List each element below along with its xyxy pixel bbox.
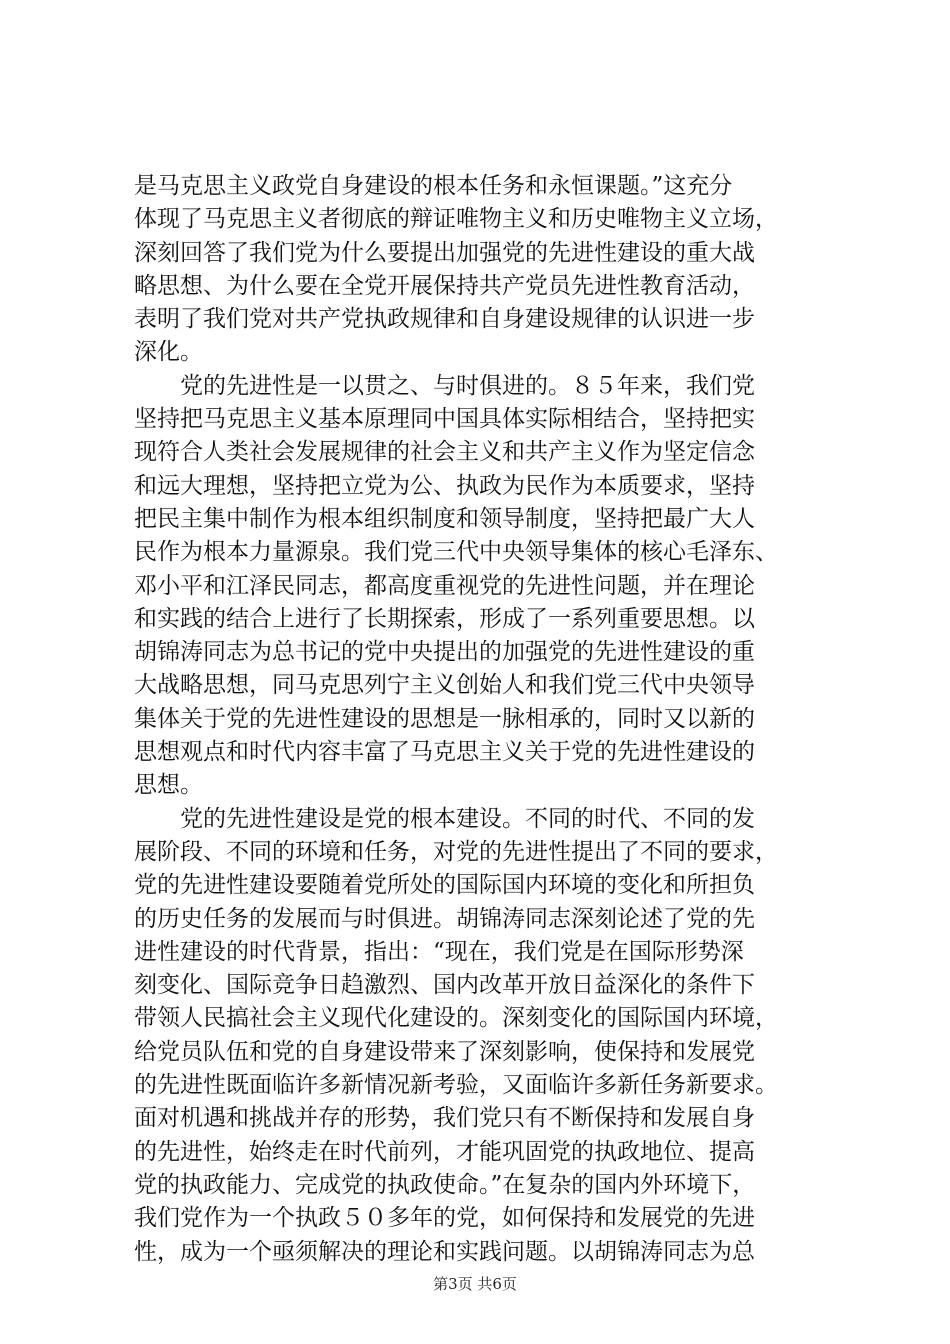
text-line: 集体关于党的先进性建设的思想是一脉相承的，同时又以新的 [134, 705, 755, 732]
text-line: 思想观点和时代内容丰富了马克思主义关于党的先进性建设的 [134, 739, 755, 766]
text-line: 胡锦涛同志为总书记的党中央提出的加强党的先进性建设的重 [134, 639, 755, 666]
text-line: 坚持把马克思主义基本原理同中国具体实际相结合，坚持把实 [134, 406, 755, 433]
text-line: 邓小平和江泽民同志，都高度重视党的先进性问题，并在理论 [134, 572, 755, 599]
text-line: 和实践的结合上进行了长期探索，形成了一系列重要思想。以 [134, 605, 755, 632]
text-line: 民作为根本力量源泉。我们党三代中央领导集体的核心毛泽东、 [134, 539, 778, 566]
text-line: 面对机遇和挑战并存的形势，我们党只有不断保持和发展自身 [134, 1105, 755, 1132]
text-line: 思想。 [134, 772, 203, 799]
text-line: 和远大理想，坚持把立党为公、执政为民作为本质要求，坚持 [134, 472, 755, 499]
text-line: 略思想、为什么要在全党开展保持共产党员先进性教育活动， [134, 272, 755, 299]
text-line: 性，成为一个亟须解决的理论和实践问题。以胡锦涛同志为总 [134, 1238, 755, 1265]
text-line: 表明了我们党对共产党执政规律和自身建设规律的认识进一步 [134, 306, 755, 333]
text-line: 进性建设的时代背景，指出：“现在，我们党是在国际形势深 [134, 938, 744, 965]
text-line: 给党员队伍和党的自身建设带来了深刻影响，使保持和发展党 [134, 1038, 755, 1065]
text-line: 深化。 [134, 339, 203, 366]
text-line: 党的先进性是一以贯之、与时俱进的。８５年来，我们党 [134, 372, 755, 399]
body-text [134, 170, 834, 1269]
text-line: 的先进性，始终走在时代前列，才能巩固党的执政地位、提高 [134, 1138, 755, 1165]
text-line: 体现了马克思主义者彻底的辩证唯物主义和历史唯物主义立场， [134, 206, 778, 233]
text-line: 的历史任务的发展而与时俱进。胡锦涛同志深刻论述了党的先 [134, 905, 755, 932]
text-line: 展阶段、不同的环境和任务，对党的先进性提出了不同的要求， [134, 838, 778, 865]
text-line: 党的执政能力、完成党的执政使命。”在复杂的国内外环境下， [134, 1171, 756, 1198]
text-line: 深刻回答了我们党为什么要提出加强党的先进性建设的重大战 [134, 239, 755, 266]
text-line: 把民主集中制作为根本组织制度和领导制度，坚持把最广大人 [134, 505, 755, 532]
text-line: 的先进性既面临许多新情况新考验，又面临许多新任务新要求。 [134, 1072, 778, 1099]
text-line: 党的先进性建设要随着党所处的国际国内环境的变化和所担负 [134, 872, 755, 899]
text-line: 党的先进性建设是党的根本建设。不同的时代、不同的发 [134, 805, 755, 832]
text-line: 我们党作为一个执政５０多年的党，如何保持和发展党的先进 [134, 1205, 755, 1232]
text-line: 带领人民搞社会主义现代化建设的。深刻变化的国际国内环境， [134, 1005, 778, 1032]
text-line: 大战略思想，同马克思列宁主义创始人和我们党三代中央领导 [134, 672, 755, 699]
text-line: 是马克思主义政党自身建设的根本任务和永恒课题。”这充分 [134, 173, 733, 199]
page-footer: 第3页 共6页 [433, 1275, 517, 1293]
text-line: 现符合人类社会发展规律的社会主义和共产主义作为坚定信念 [134, 439, 755, 466]
text-line: 刻变化、国际竞争日趋激烈、国内改革开放日益深化的条件下 [134, 972, 755, 999]
